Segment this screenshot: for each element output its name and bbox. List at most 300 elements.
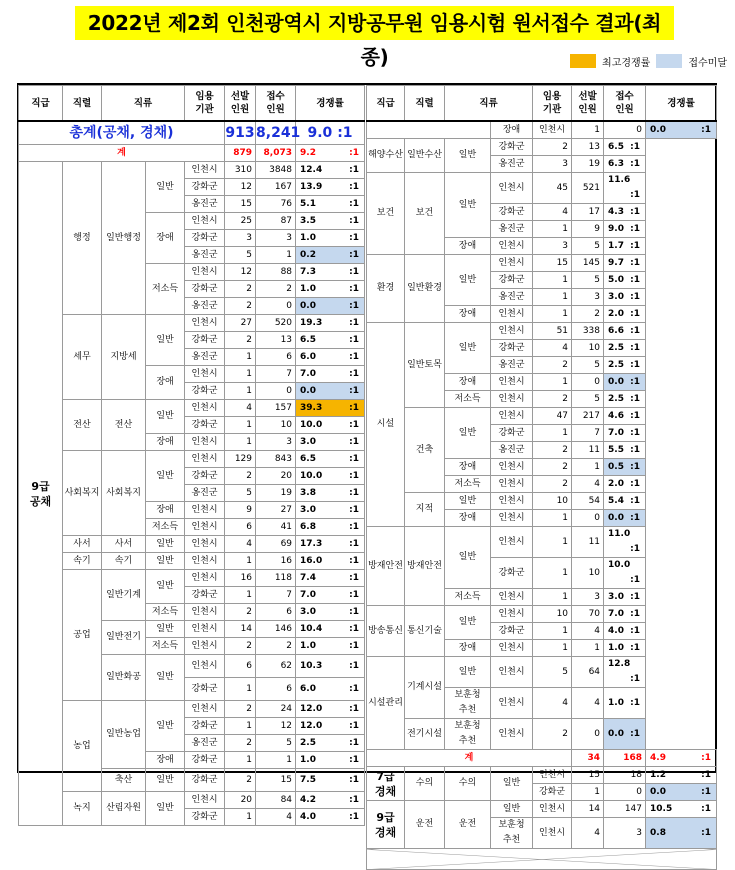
type-cell: 전산	[102, 400, 146, 451]
app-cell: 338	[572, 323, 604, 340]
rate-unit: :1	[630, 625, 641, 636]
rate-cell	[604, 558, 646, 589]
app-cell: 5	[572, 238, 604, 255]
gyeong-rate-unit: :1	[701, 752, 712, 763]
rate-unit: :1	[630, 291, 641, 302]
rate-unit: :1	[349, 351, 360, 362]
header-type: 직류	[102, 86, 185, 122]
rate-unit: :1	[701, 769, 712, 780]
kind-cell: 저소득	[146, 638, 185, 655]
org-cell: 인천시	[185, 553, 225, 570]
org-cell: 강화군	[533, 784, 572, 801]
app-cell: 0	[572, 510, 604, 527]
rate-cell	[296, 752, 365, 769]
gyeong-sel: 34	[572, 750, 604, 767]
app-cell: 167	[256, 179, 296, 196]
rate-unit: :1	[349, 811, 360, 822]
subtotal-rate	[296, 145, 365, 162]
app-cell: 3	[572, 289, 604, 306]
org-cell: 인천시	[533, 818, 572, 849]
app-cell: 7	[572, 425, 604, 442]
kind-cell: 일반	[146, 621, 185, 638]
kind-cell: 일반	[146, 701, 185, 752]
rate-cell	[296, 400, 365, 417]
app-cell: 17	[572, 204, 604, 221]
sel-cell: 1	[533, 425, 572, 442]
rate-unit: :1	[630, 190, 641, 200]
gyeong-app: 168	[604, 750, 646, 767]
rate-value: 2.5	[608, 342, 624, 353]
app-cell: 0	[604, 784, 646, 801]
rate-unit: :1	[630, 697, 641, 708]
rate-cell	[296, 468, 365, 485]
kind-cell: 장애	[146, 434, 185, 451]
kind-cell: 장애	[491, 121, 533, 139]
rate-value: 2.0	[608, 308, 624, 319]
app-cell: 7	[256, 366, 296, 383]
type-cell: 일반토목	[405, 323, 445, 408]
org-cell: 강화군	[185, 230, 225, 247]
rate-cell	[604, 238, 646, 255]
org-cell: 강화군	[185, 417, 225, 434]
sel-cell: 129	[225, 451, 256, 468]
app-cell: 6	[256, 604, 296, 621]
rate-unit: :1	[630, 325, 641, 336]
rate-cell	[604, 510, 646, 527]
rate-value: 10.3	[300, 660, 323, 671]
rate-cell	[296, 587, 365, 604]
app-cell: 1	[256, 752, 296, 769]
total-rate-unit: :1	[337, 125, 353, 141]
org-cell: 인천시	[491, 391, 533, 408]
rate-cell	[296, 735, 365, 752]
type-cell: 속기	[102, 553, 146, 570]
org-cell: 인천시	[533, 801, 572, 818]
sel-cell: 12	[225, 264, 256, 281]
series-cell: 보건	[367, 173, 405, 255]
series-cell: 농업	[63, 701, 102, 792]
sel-cell: 45	[533, 173, 572, 204]
total-app: 8,241	[256, 121, 296, 145]
header-series: 직렬	[63, 86, 102, 122]
rate-unit: :1	[630, 461, 641, 472]
org-cell: 옹진군	[185, 298, 225, 315]
rate-cell	[296, 281, 365, 298]
highest-swatch	[570, 54, 596, 68]
org-cell: 인천시	[185, 655, 225, 678]
rate-unit: :1	[349, 300, 360, 311]
rate-unit: :1	[630, 544, 641, 554]
type-cell: 일반기계	[102, 570, 146, 621]
rate-cell	[296, 570, 365, 587]
rate-value: 39.3	[300, 402, 323, 413]
app-cell: 4	[572, 476, 604, 493]
app-cell: 64	[572, 657, 604, 688]
header-type: 직류	[445, 86, 533, 122]
rate-value: 4.2	[300, 794, 316, 805]
rate-value: 2.5	[300, 737, 316, 748]
total-label: 총계(공채, 경채)	[19, 121, 225, 145]
kind-cell: 보훈청 추천	[491, 818, 533, 849]
app-cell: 521	[572, 173, 604, 204]
org-cell: 인천시	[185, 570, 225, 587]
rate-value: 17.3	[300, 538, 323, 549]
app-cell: 5	[572, 391, 604, 408]
kind-cell: 일반	[146, 655, 185, 701]
rate-cell	[296, 502, 365, 519]
type-cell: 지적	[405, 493, 445, 527]
rate-unit: :1	[349, 436, 360, 447]
rate-value: 3.0	[300, 606, 316, 617]
app-cell: 520	[256, 315, 296, 332]
app-cell: 1	[572, 640, 604, 657]
series-cell: 운전	[405, 801, 445, 849]
rate-cell	[604, 459, 646, 476]
kind-cell: 일반	[146, 162, 185, 213]
sel-cell: 15	[533, 255, 572, 272]
org-cell: 옹진군	[491, 357, 533, 374]
rate-unit: :1	[349, 487, 360, 498]
rate-unit: :1	[349, 737, 360, 748]
subtotal-app: 8,073	[256, 145, 296, 162]
rate-cell	[296, 349, 365, 366]
rate-cell	[296, 315, 365, 332]
org-cell: 강화군	[185, 678, 225, 701]
org-cell: 인천시	[185, 400, 225, 417]
rate-value: 5.5	[608, 444, 624, 455]
sel-cell: 2	[533, 719, 572, 750]
rate-cell	[604, 688, 646, 719]
app-cell: 18	[604, 767, 646, 784]
series-cell: 해양수산	[367, 139, 405, 173]
rate-value: 1.7	[608, 240, 624, 251]
sel-cell: 2	[225, 638, 256, 655]
app-cell: 20	[256, 468, 296, 485]
app-cell: 5	[256, 735, 296, 752]
app-cell: 10	[572, 558, 604, 589]
sel-cell: 2	[225, 298, 256, 315]
rate-unit: :1	[701, 124, 712, 135]
sel-cell: 2	[533, 139, 572, 156]
rate-value: 0.2	[300, 249, 316, 260]
rate-value: 6.0	[300, 683, 316, 694]
rate-unit: :1	[349, 521, 360, 532]
rate-cell	[604, 357, 646, 374]
rate-value: 6.0	[300, 351, 316, 362]
sel-cell: 14	[572, 801, 604, 818]
rate-value: 6.5	[300, 453, 316, 464]
app-cell: 13	[256, 332, 296, 349]
app-cell: 16	[256, 553, 296, 570]
app-cell: 146	[256, 621, 296, 638]
org-cell: 강화군	[491, 623, 533, 640]
rate-unit: :1	[349, 774, 360, 785]
rate-value: 1.2	[650, 769, 666, 780]
rate-cell	[604, 323, 646, 340]
rate-unit: :1	[630, 575, 641, 585]
rate-value: 11.6	[608, 175, 631, 185]
sel-cell: 5	[225, 247, 256, 264]
rate-cell	[296, 792, 365, 809]
rate-cell	[296, 604, 365, 621]
org-cell: 인천시	[491, 510, 533, 527]
kind-cell: 일반	[445, 408, 491, 459]
rate-unit: :1	[630, 478, 641, 489]
subtotal-label: 계	[19, 145, 225, 162]
app-cell: 157	[256, 400, 296, 417]
app-cell: 4	[572, 623, 604, 640]
kind-cell: 장애	[445, 238, 491, 255]
rate-unit: :1	[630, 158, 641, 169]
legend-under: 접수미달	[688, 57, 727, 69]
kind-cell: 저소득	[445, 589, 491, 606]
sel-cell: 4	[225, 400, 256, 417]
rate-unit: :1	[630, 427, 641, 438]
series-cell: 세무	[63, 315, 102, 400]
kind-cell: 일반	[445, 139, 491, 173]
sel-cell: 310	[225, 162, 256, 179]
rate-value: 7.0	[300, 589, 316, 600]
rate-unit: :1	[349, 164, 360, 175]
kind-cell: 일반	[445, 606, 491, 640]
org-cell: 인천시	[185, 366, 225, 383]
rate-cell	[296, 638, 365, 655]
sel-cell: 1	[225, 417, 256, 434]
app-cell: 12	[256, 718, 296, 735]
type-cell: 통신기술	[405, 606, 445, 657]
rate-unit: :1	[630, 444, 641, 455]
org-cell: 옹진군	[185, 485, 225, 502]
rate-value: 6.3	[608, 158, 624, 169]
rate-cell	[604, 340, 646, 357]
rate-cell	[604, 408, 646, 425]
app-cell: 1	[256, 247, 296, 264]
gyeong-subtotal-label: 계	[367, 750, 572, 767]
org-cell: 인천시	[185, 451, 225, 468]
sel-cell: 2	[225, 468, 256, 485]
series-cell: 속기	[63, 553, 102, 570]
sel-cell: 1	[533, 221, 572, 238]
app-cell: 62	[256, 655, 296, 678]
org-cell: 강화군	[491, 272, 533, 289]
rate-cell	[646, 767, 717, 784]
org-cell: 강화군	[491, 558, 533, 589]
rate-cell	[296, 298, 365, 315]
org-cell: 인천시	[491, 527, 533, 558]
type-cell: 건축	[405, 408, 445, 493]
rate-unit: :1	[349, 623, 360, 634]
app-cell: 3	[256, 434, 296, 451]
rate-cell	[604, 204, 646, 221]
rate-unit: :1	[349, 754, 360, 765]
org-cell: 강화군	[185, 468, 225, 485]
series-cell: 시설관리	[367, 657, 405, 750]
sel-cell: 1	[533, 272, 572, 289]
header-org: 임용 기관	[185, 86, 225, 122]
rate-value: 12.0	[300, 703, 323, 714]
org-cell: 강화군	[185, 383, 225, 400]
rate-cell	[296, 485, 365, 502]
app-cell: 5	[572, 272, 604, 289]
kind-cell: 장애	[146, 366, 185, 400]
sel-cell: 2	[533, 476, 572, 493]
rate-unit: :1	[630, 223, 641, 234]
app-cell: 0	[572, 719, 604, 750]
rate-cell	[604, 139, 646, 156]
rate-cell	[604, 425, 646, 442]
type-cell: 보건	[405, 173, 445, 255]
rate-unit: :1	[349, 660, 360, 671]
rate-unit: :1	[349, 232, 360, 243]
rate-value: 19.3	[300, 317, 323, 328]
kind-cell: 장애	[445, 640, 491, 657]
rate-unit: :1	[630, 410, 641, 421]
app-cell: 0	[256, 298, 296, 315]
rate-unit: :1	[349, 334, 360, 345]
rate-value: 16.0	[300, 555, 323, 566]
kind-cell: 보훈청 추천	[445, 688, 491, 719]
rate-unit: :1	[349, 794, 360, 805]
rate-cell	[604, 374, 646, 391]
sel-cell: 1	[225, 587, 256, 604]
type-cell: 사서	[102, 536, 146, 553]
rate-cell	[646, 801, 717, 818]
kind-cell: 일반	[445, 657, 491, 688]
org-cell: 옹진군	[185, 247, 225, 264]
rate-value: 6.5	[300, 334, 316, 345]
kind-cell: 저소득	[146, 604, 185, 621]
rate-cell	[604, 527, 646, 558]
sel-cell: 1	[533, 589, 572, 606]
rate-unit: :1	[349, 249, 360, 260]
rate-cell	[604, 606, 646, 623]
sel-cell: 2	[225, 769, 256, 792]
sel-cell: 51	[533, 323, 572, 340]
rate-value: 1.0	[300, 754, 316, 765]
app-cell: 10	[256, 417, 296, 434]
rate-value: 7.4	[300, 572, 316, 583]
sel-cell: 3	[533, 238, 572, 255]
rate-unit: :1	[349, 215, 360, 226]
sel-cell: 1	[225, 366, 256, 383]
rate-cell	[296, 718, 365, 735]
sel-cell: 1	[572, 121, 604, 139]
header-org: 임용 기관	[533, 86, 572, 122]
rate-cell	[296, 519, 365, 536]
org-cell: 인천시	[185, 502, 225, 519]
sel-cell: 2	[533, 391, 572, 408]
rate-cell	[604, 719, 646, 750]
rate-unit: :1	[349, 504, 360, 515]
total-rate	[296, 121, 365, 145]
rate-cell	[604, 173, 646, 204]
rate-value: 7.0	[300, 368, 316, 379]
rate-cell	[296, 553, 365, 570]
rate-cell	[296, 417, 365, 434]
rate-value: 7.5	[300, 774, 316, 785]
sel-cell: 5	[533, 657, 572, 688]
rate-unit: :1	[349, 572, 360, 583]
sel-cell: 10	[533, 493, 572, 510]
rate-unit: :1	[701, 827, 712, 838]
subtotal-sel: 879	[225, 145, 256, 162]
kind-cell: 일반	[445, 527, 491, 589]
rate-unit: :1	[630, 495, 641, 506]
type-cell: 운전	[445, 801, 491, 849]
type-cell: 일반화공	[102, 655, 146, 701]
app-cell: 147	[604, 801, 646, 818]
app-cell: 41	[256, 519, 296, 536]
rate-value: 2.5	[608, 359, 624, 370]
rate-cell	[604, 623, 646, 640]
sel-cell: 1	[225, 718, 256, 735]
kind-cell: 일반	[146, 553, 185, 570]
series-cell: 전산	[63, 400, 102, 451]
grade-gyeongchae: 9급 경채	[367, 801, 405, 849]
org-cell: 강화군	[491, 139, 533, 156]
app-cell: 84	[256, 792, 296, 809]
sel-cell: 1	[533, 306, 572, 323]
sel-cell: 1	[225, 434, 256, 451]
kind-cell: 일반	[445, 255, 491, 306]
kind-cell: 일반	[146, 315, 185, 366]
rate-value: 4.0	[608, 625, 624, 636]
kind-cell: 저소득	[445, 391, 491, 408]
kind-cell: 일반	[146, 792, 185, 826]
app-cell: 4	[572, 688, 604, 719]
rate-cell	[296, 678, 365, 701]
org-cell: 강화군	[491, 204, 533, 221]
app-cell: 843	[256, 451, 296, 468]
rate-cell	[296, 162, 365, 179]
org-cell: 인천시	[533, 767, 572, 784]
sel-cell: 15	[572, 767, 604, 784]
legend-highest: 최고경쟁률	[602, 57, 651, 69]
series-cell: 방송통신	[367, 606, 405, 657]
rate-value: 10.4	[300, 623, 323, 634]
app-cell: 3848	[256, 162, 296, 179]
rate-value: 5.1	[300, 198, 316, 209]
org-cell: 강화군	[185, 809, 225, 826]
rate-value: 4.6	[608, 410, 624, 421]
rate-value: 7.0	[608, 608, 624, 619]
app-cell: 54	[572, 493, 604, 510]
rate-value: 4.3	[608, 206, 624, 217]
app-cell: 88	[256, 264, 296, 281]
rate-value: 12.8	[608, 659, 631, 669]
sel-cell: 6	[225, 519, 256, 536]
sel-cell: 2	[225, 281, 256, 298]
org-cell: 강화군	[185, 752, 225, 769]
rate-cell	[296, 196, 365, 213]
app-cell: 69	[256, 536, 296, 553]
rate-value: 6.6	[608, 325, 624, 336]
org-cell: 인천시	[491, 374, 533, 391]
org-cell: 인천시	[491, 493, 533, 510]
rate-unit: :1	[630, 274, 641, 285]
org-cell: 인천시	[185, 213, 225, 230]
rate-unit: :1	[349, 283, 360, 294]
rate-value: 1.0	[300, 640, 316, 651]
rate-value: 2.5	[608, 393, 624, 404]
sel-cell: 20	[225, 792, 256, 809]
app-cell: 5	[572, 357, 604, 374]
rate-unit: :1	[701, 786, 712, 797]
sel-cell: 12	[225, 179, 256, 196]
sel-cell: 27	[225, 315, 256, 332]
rate-unit: :1	[349, 198, 360, 209]
org-cell: 옹진군	[185, 196, 225, 213]
